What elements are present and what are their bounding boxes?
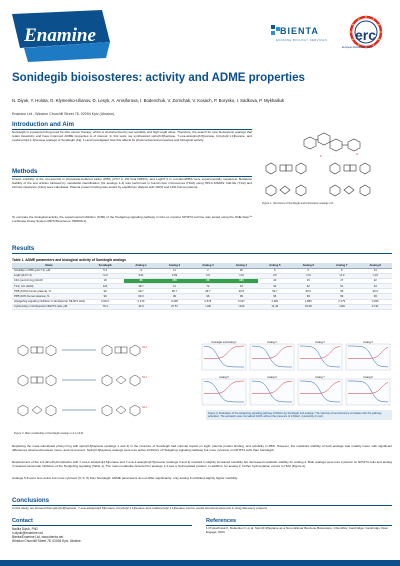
table-cell: >4.0 bbox=[225, 273, 258, 278]
column-header: Analog 4 bbox=[225, 263, 258, 268]
column-header: Analog 3 bbox=[191, 263, 224, 268]
table-cell: 0.479 bbox=[124, 299, 157, 304]
table-cell: 2.381 bbox=[258, 299, 291, 304]
poster-title: Sonidegib bioisosteres: activity and ADME properties bbox=[12, 72, 305, 84]
conclusions-heading: Conclusions bbox=[12, 497, 50, 504]
table-cell: 6 bbox=[292, 268, 325, 273]
adme-table bbox=[12, 263, 392, 310]
methods-text-1: Kinetic solubility of the compounds in phosphate-buffered saline (PBS, pH=7.4; 2% final DMSO), and LogD7.4 in n-octanol/PBS were experimentally measured. Metabolic stability of the test articles followed by metabolite identification (for analogs 1-4) was performed in human liver microsomes (HLM) using HPLC-MS/MS: half-life (T1/2) and intrinsic clearance (Clint) were calculated. Plasma protein binding was tested by equilibrium dialysis with 100% and 10% human plasma. bbox=[12, 177, 252, 189]
table-cell: 22 bbox=[358, 278, 392, 283]
affiliation: Enamine Ltd., Winston Churchill Street 78, 02094 Kyiv (Ukraine). bbox=[12, 112, 116, 116]
table-cell: 15 bbox=[292, 278, 325, 283]
table-cell: 76.4 bbox=[86, 304, 124, 309]
sonidegib-ring-c bbox=[304, 137, 316, 149]
sonidegib-ring-b bbox=[330, 139, 342, 151]
results-heading: Results bbox=[12, 245, 35, 252]
table-cell: 51 bbox=[325, 284, 358, 289]
table-cell: 99 bbox=[225, 294, 258, 299]
figure-1-structures bbox=[258, 128, 392, 206]
table-cell: 99.7 bbox=[191, 289, 224, 294]
table-cell: 96 bbox=[258, 294, 291, 299]
dose-response-panel bbox=[202, 376, 246, 405]
contact-heading: Contact bbox=[12, 518, 33, 524]
table-cell: 17.61 bbox=[358, 304, 392, 309]
table-cell: 99 bbox=[325, 294, 358, 299]
table-cell: 27 bbox=[325, 278, 358, 283]
table-cell: >100 bbox=[325, 304, 358, 309]
panel-frame bbox=[346, 344, 390, 370]
svg-text:OH: OH bbox=[142, 345, 147, 349]
column-header: Analog 2 bbox=[158, 263, 191, 268]
table-cell: 99.7 bbox=[158, 289, 191, 294]
table-cell: 23 bbox=[358, 284, 392, 289]
table-cell: 180 bbox=[225, 278, 258, 283]
enamine-logo bbox=[6, 8, 114, 64]
table-cell: 24 bbox=[358, 268, 392, 273]
row-label: Solubility in PBS (pH=7.4), µM bbox=[12, 268, 86, 273]
erc-logo-text: erc bbox=[355, 27, 377, 43]
references-text: 1 Prysiazhniuk K, Datsenko O, et al. Spiro[3.3]heptane as a Non-collinear Benzene Bioisostere. ChemRxiv. Cambridge: Cambridge Open Engage; 2023. bbox=[206, 526, 389, 534]
bottom-bar bbox=[0, 560, 400, 566]
table-cell: 3.6 bbox=[258, 273, 291, 278]
enamine-logo-text: Enamine bbox=[24, 25, 96, 46]
table-cell: >4.0 bbox=[292, 273, 325, 278]
row-label: Clint (µL/min/mg) (HLM) bbox=[12, 278, 86, 283]
table-cell: 5.3 bbox=[86, 268, 124, 273]
table-cell: 32.9 bbox=[124, 304, 157, 309]
panel-frame bbox=[202, 344, 246, 370]
methods-heading: Methods bbox=[12, 168, 38, 175]
contact-text: Nadiia Diyuk, PhD n.diyuk@enamine.net Bienta/Enamine Ltd, www.bienta.net Winston Churchill Street 78, 02094 Kyiv, Ukraine. bbox=[12, 527, 82, 543]
panel-title: Sonidegib and Analog 1 bbox=[211, 341, 237, 344]
table-cell: >1 bbox=[124, 268, 157, 273]
table-cell: 99 bbox=[86, 294, 124, 299]
figure-2-caption: Figure 2. Main metabolites of Sonidegib analogs 1-4 in HLM. bbox=[14, 432, 84, 435]
table-cell: 99.7 bbox=[124, 289, 157, 294]
column-header: Analog 8 bbox=[358, 263, 392, 268]
intro-text: Sonidegib is a patented drug used for skin cancer therapy, which is characterized by low solubility and high LogD value. Therefore, the search for new bioisosteric analogs that retain bioactivity and have improved ADME properties is of interest. In this work, we synthesized spiro[3.3]heptane, 7-oxa-azaspiro[3.5]nonane, bicyclo[2.1.1]hexane, and oxabicyclo[2.1.1]hexane analogs of Sonidegib (Fig. 1) and investigated how this affects its physicochemical properties and biological activity. bbox=[12, 130, 252, 142]
table-cell: 0.0017 bbox=[86, 299, 124, 304]
panel-title: Analog 5 bbox=[219, 376, 229, 379]
table-cell: >100 bbox=[191, 304, 224, 309]
table-cell: 16.08 bbox=[292, 304, 325, 309]
column-header: Analog 7 bbox=[325, 263, 358, 268]
panel-frame bbox=[250, 344, 294, 370]
bienta-logo-text: BIENTA bbox=[280, 26, 319, 36]
row-label: T1/2, min (HLM) bbox=[12, 284, 86, 289]
table-cell: 6 bbox=[325, 268, 358, 273]
table-cell: 18 bbox=[86, 278, 124, 283]
column-header: Analog 5 bbox=[258, 263, 291, 268]
table-cell: 23 bbox=[191, 278, 224, 283]
discussion-text-2: Replacement of the 2,6-dimethylmorpholine with 7-oxa-2-azaspiro[3.5]nonane and 7-oxa-1-azaspiro[3.5]nonane (analogs 3 and 4) resulted in slightly increased solubility but decreased metabolic stability for analog 4. Both analogs were less cytotoxic on NIH3T3 cells and analog 3 retained nanomolar inhibition of the Hedgehog signaling (Table 1). The main metabolite detected for analogs 1-4 was a hydroxylated product. In addition, for analog 2, further hydroxylation occurs in HLM (Figure 2). bbox=[12, 460, 392, 468]
dose-response-panel bbox=[250, 376, 294, 405]
table-cell: 11.43 bbox=[258, 304, 291, 309]
bienta-logo bbox=[270, 22, 330, 52]
table-cell: 99 bbox=[86, 289, 124, 294]
references-heading: References bbox=[206, 518, 237, 524]
table-cell: 99 bbox=[325, 289, 358, 294]
svg-text:OH: OH bbox=[142, 405, 147, 409]
table-1-caption: Table 1. ADME parameters and biological activity of Sonidegib analogs bbox=[12, 258, 126, 262]
erc-logo-subtext: European Research Council bbox=[342, 46, 372, 49]
table-cell: 3.9 bbox=[191, 273, 224, 278]
figure-3-dose-response bbox=[200, 338, 392, 408]
table-cell: 0.395 bbox=[158, 299, 191, 304]
panel-title: Analog 8 bbox=[363, 376, 373, 379]
table-cell: 104 bbox=[86, 284, 124, 289]
table-cell: 99.6 bbox=[358, 289, 392, 294]
panel-title: Analog 6 bbox=[267, 376, 277, 379]
table-cell: 99.9 bbox=[292, 289, 325, 294]
table-cell: 3.61 bbox=[124, 273, 157, 278]
intro-heading: Introduction and Aim bbox=[12, 121, 74, 128]
table-cell: 99.7 bbox=[258, 289, 291, 294]
row-label: (Hedgehog signaling inhibition in Gli Reporter NIH3T3 cells) bbox=[14, 300, 86, 304]
table-cell: 20 bbox=[258, 278, 291, 283]
table-cell: 99 bbox=[358, 294, 392, 299]
sonidegib-ring-a bbox=[318, 133, 330, 145]
table-cell: 92 bbox=[258, 284, 291, 289]
panel-title: Analog 4 bbox=[363, 341, 373, 344]
table-cell: 2 bbox=[191, 268, 224, 273]
svg-text:O: O bbox=[356, 152, 359, 156]
table-cell: 11 bbox=[158, 268, 191, 273]
column-header: Analog 1 bbox=[124, 263, 157, 268]
table-cell: 48.7 bbox=[124, 284, 157, 289]
dose-response-panel bbox=[298, 341, 342, 370]
table-cell: 5 bbox=[258, 268, 291, 273]
bienta-logo-subtext: ENAMINE BIOLOGY SERVICES bbox=[276, 38, 328, 42]
adme-table-body bbox=[12, 268, 392, 310]
row-label: PPB (100% human plasma), % bbox=[12, 289, 86, 294]
panel-frame bbox=[202, 379, 246, 405]
table-cell: 0.179 bbox=[325, 299, 358, 304]
row-label: PPB (10% human plasma), % bbox=[12, 294, 86, 299]
svg-text:OH: OH bbox=[142, 375, 147, 379]
dose-response-panel bbox=[346, 376, 390, 405]
table-cell: 36 bbox=[124, 278, 157, 283]
panel-title: Analog 3 bbox=[315, 341, 325, 344]
column-header: Analog 6 bbox=[292, 263, 325, 268]
author-list: N. Diyuk, Y. Holota, O. Klymenko-Ulianov, D. Lesyk, A. Anisiforova, I. Bodenchuk, V. Zomchak, V. Kosach, P. Borysko, I. Sadkova, P. Mykhailiuk bbox=[12, 98, 285, 103]
svg-text:F: F bbox=[320, 154, 322, 158]
table-cell: >4.0 bbox=[358, 273, 392, 278]
table-cell: >4.0 bbox=[86, 273, 124, 278]
table-cell: 99.8 bbox=[225, 289, 258, 294]
results-rule bbox=[12, 253, 392, 254]
poster-header bbox=[0, 0, 400, 70]
panel-title: Analog 7 bbox=[315, 376, 325, 379]
table-cell: 96 bbox=[191, 294, 224, 299]
table-cell: 26 bbox=[225, 268, 258, 273]
figure-2-metabolites bbox=[12, 338, 182, 438]
table-cell: 156 bbox=[158, 278, 191, 283]
table-cell: 99 bbox=[292, 294, 325, 299]
dose-response-panel bbox=[298, 376, 342, 405]
table-cell: >100 bbox=[225, 304, 258, 309]
panel-frame bbox=[250, 379, 294, 405]
conclusions-text: In this study, we showed that spiro[3.3]heptane, 7-oxa-azaspiro[3.5]nonane, bicyclo[2.1.1]hexane and oxabicyclo[2.1.1]hexane can be useful structural elements in drug discovery projects bbox=[12, 506, 267, 510]
row-label: Cytotoxicity in Gli Reporter NIH3T3 cells, µM bbox=[12, 304, 86, 309]
erc-logo bbox=[338, 14, 394, 60]
dose-response-panel bbox=[250, 341, 294, 370]
row-label: LogD (pH=7.4) bbox=[12, 273, 86, 278]
discussion-text-3: Analogs 5-8 were less active but more cytotoxic (5, 6, 8) than Sonidegib. ADME parameters do not differ significantly; only analog 8 exhibited slightly higher solubility. bbox=[12, 476, 238, 480]
table-cell: 0.576 bbox=[191, 299, 224, 304]
discussion-text-1: Replacing the meta-substituted phenyl ring with spiro[3.3]heptane (analogs 1 and 2) in the structure of Sonidegib had minimal impact on logD, plasma protein binding, and solubility in PBS. However, the metabolic stability of both analogs was notably lower, with significant differences observed between meso- and cis-isomers. Spiro[3.3]heptane analogs were less active inhibitors of Hedgehog signaling pathway but more cytotoxic on NIH3T3 cells than Sonidegib. bbox=[12, 444, 392, 452]
table-cell: >4.0 bbox=[325, 273, 358, 278]
table-cell: 99.3 bbox=[124, 294, 157, 299]
column-header: Name bbox=[12, 263, 86, 268]
dose-response-panel bbox=[202, 341, 246, 370]
sonidegib-morpholine bbox=[348, 139, 360, 151]
contact-rule bbox=[12, 525, 192, 526]
column-header: Sonidegib bbox=[86, 263, 124, 268]
table-row bbox=[12, 304, 392, 309]
table-cell: 99 bbox=[158, 294, 191, 299]
dose-response-panel bbox=[346, 341, 390, 370]
table-cell: 0.027 bbox=[225, 299, 258, 304]
table-cell: 16 bbox=[225, 284, 258, 289]
table-cell: 0.066 bbox=[358, 299, 392, 304]
table-cell: 11 bbox=[158, 284, 191, 289]
panel-frame bbox=[346, 379, 390, 405]
methods-text-2: To compare the biological activity, the experimental inhibition (IC50) of the Hedgehog signaling pathway in Gli-Luc reporter NIH3T3 cell line was tested using the ONE-Step™ Luciferase Assay System (BPS Bioscience, #60690-1). bbox=[12, 215, 252, 223]
table-cell: 1.883 bbox=[292, 299, 325, 304]
table-cell: 3.69 bbox=[158, 273, 191, 278]
table-cell: 27.57 bbox=[158, 304, 191, 309]
figure-3-caption: Figure 3. Evaluation of the Hedgehog signaling pathway inhibition by Sonidegib and analogs. The intensity of luminescence correlates with the pathway activation. The activation was normalized 100% without the presence of inhibitor, cytotoxicity (in red). bbox=[206, 410, 392, 420]
table-cell: 62 bbox=[292, 284, 325, 289]
panel-title: Analog 2 bbox=[267, 341, 277, 344]
figure-1-caption: Figure 1. Structures of Sonidegib and bioisosteric analogs 1-8. bbox=[262, 202, 334, 205]
table-cell: 72 bbox=[191, 284, 224, 289]
